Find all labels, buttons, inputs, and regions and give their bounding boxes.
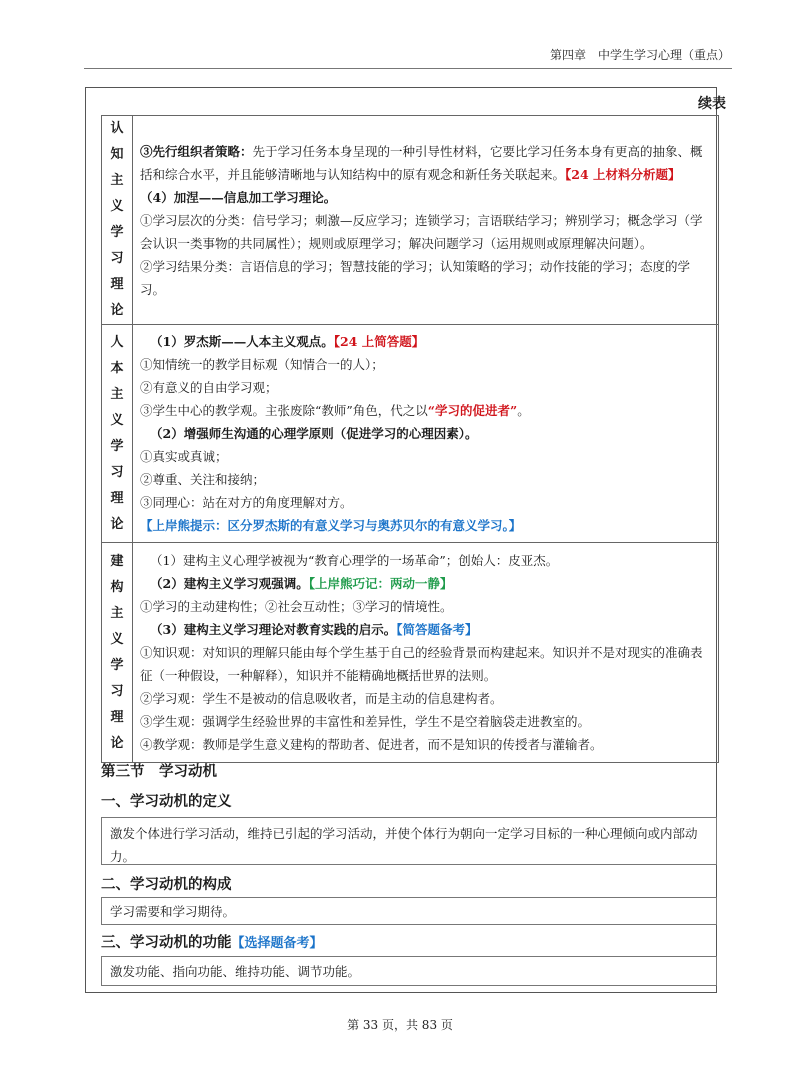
constructivist-view-heading: （2）建构主义学习观强调。【上岸熊巧记：两动一静】 (150, 576, 453, 591)
theory-table (101, 115, 719, 763)
definition-box: 激发个体进行学习活动，维持已引起的学习活动，并使个体行为朝向一定学习目标的一种心理倾向或内部动力。 (101, 817, 717, 865)
list-item: ②尊重、关注和接纳； (140, 472, 266, 487)
function-box: 激发功能、指向功能、维持功能、调节功能。 (101, 956, 717, 986)
row-content-cognitive (133, 116, 719, 325)
row-label-humanistic: 人 本 主 义 学 习 理 论 (102, 325, 133, 543)
list-item: ②有意义的自由学习观； (140, 380, 278, 395)
list-item: ③同理心：站在对方的角度理解对方。 (140, 495, 353, 510)
table-row-humanistic (102, 325, 719, 543)
learning-outcomes-text: ②学习结果分类：言语信息的学习；智慧技能的学习；认知策略的学习；动作技能的学习；态度的学习。 (140, 258, 691, 297)
list-item: ①学习的主动建构性；②社会互动性；③学习的情境性。 (140, 599, 453, 614)
list-item: ①知情统一的教学目标观（知情合一的人）； (140, 357, 384, 372)
implications-heading: （3）建构主义学习理论对教育实践的启示。【简答题备考】 (150, 622, 478, 637)
list-item: ①知识观：对知识的理解只能由每个学生基于自己的经验背景而构建起来。知识并不是对现实的准确表征（一种假设，一种解释），知识并不能精确地概括世界的法则。 (140, 645, 703, 683)
rogers-heading: （1）罗杰斯——人本主义观点。【24 上简答题】 (150, 334, 425, 349)
gagne-heading: （4）加涅——信息加工学习理论。 (140, 189, 337, 205)
tip-note: 【上岸熊提示：区分罗杰斯的有意义学习与奥苏贝尔的有意义学习。】 (140, 518, 522, 533)
row-content-humanistic (133, 325, 719, 543)
page-number: 第 33 页，共 83 页 (347, 1018, 453, 1032)
exam-tag: 【简答题备考】 (396, 622, 478, 637)
subsection-title-function: 三、学习动机的功能【选择题备考】 (101, 934, 323, 951)
row-label-cognitive: 认 知 主 义 学 习 理 论 (102, 116, 133, 325)
subsection-title-composition: 二、学习动机的构成 (101, 876, 232, 893)
row-label-constructivist: 建 构 主 义 学 习 理 论 (102, 543, 133, 763)
list-item: （1）建构主义心理学被视为“教育心理学的一场革命”；创始人：皮亚杰。 (150, 553, 559, 568)
exam-tag: 【选择题备考】 (231, 936, 323, 951)
learning-levels-text: ①学习层次的分类：信号学习；刺激—反应学习；连锁学习；言语联结学习；辨别学习；概念学习（学会认识一类事物的共同属性）；规则或原理学习；解决问题学习（运用规则或原理解决问题）。 (140, 212, 703, 251)
header-divider (84, 68, 732, 69)
subsection-title-definition: 一、学习动机的定义 (101, 793, 232, 810)
table-row-constructivist (102, 543, 719, 763)
running-header: 第四章 中学生学习心理（重点） (549, 48, 730, 62)
row-content-constructivist (133, 543, 719, 763)
communication-heading: （2）增强师生沟通的心理学原则（促进学习的心理因素）。 (150, 426, 478, 441)
exam-tag: 【24 上简答题】 (333, 334, 425, 349)
exam-tag: 【24 上材料分析题】 (565, 166, 681, 182)
list-item: ①真实或真诚； (140, 449, 228, 464)
advance-organizer-text: ③先行组织者策略：先于学习任务本身呈现的一种引导性材料，它要比学习任务本身有更高的抽象、概括和综合水平，并且能够清晰地与认知结构中的原有观念和新任务关联起来。【24 上材料分析题】 (140, 143, 703, 182)
section-title: 第三节 学习动机 (101, 763, 217, 780)
list-item: ②学习观：学生不是被动的信息吸收者，而是主动的信息建构者。 (140, 691, 503, 706)
table-row-cognitive (102, 116, 719, 325)
mnemonic-tag: 【上岸熊巧记：两动一静】 (308, 576, 453, 591)
list-item: ③学生观：强调学生经验世界的丰富性和差异性，学生不是空着脑袋走进教室的。 (140, 714, 591, 729)
list-item: ④教学观：教师是学生意义建构的帮助者、促进者，而不是知识的传授者与灌输者。 (140, 737, 603, 752)
table-caption: 续表 (698, 96, 726, 112)
list-item: ③学生中心的教学观。主张废除“教师”角色，代之以“学习的促进者”。 (140, 403, 530, 418)
composition-box: 学习需要和学习期待。 (101, 897, 717, 925)
